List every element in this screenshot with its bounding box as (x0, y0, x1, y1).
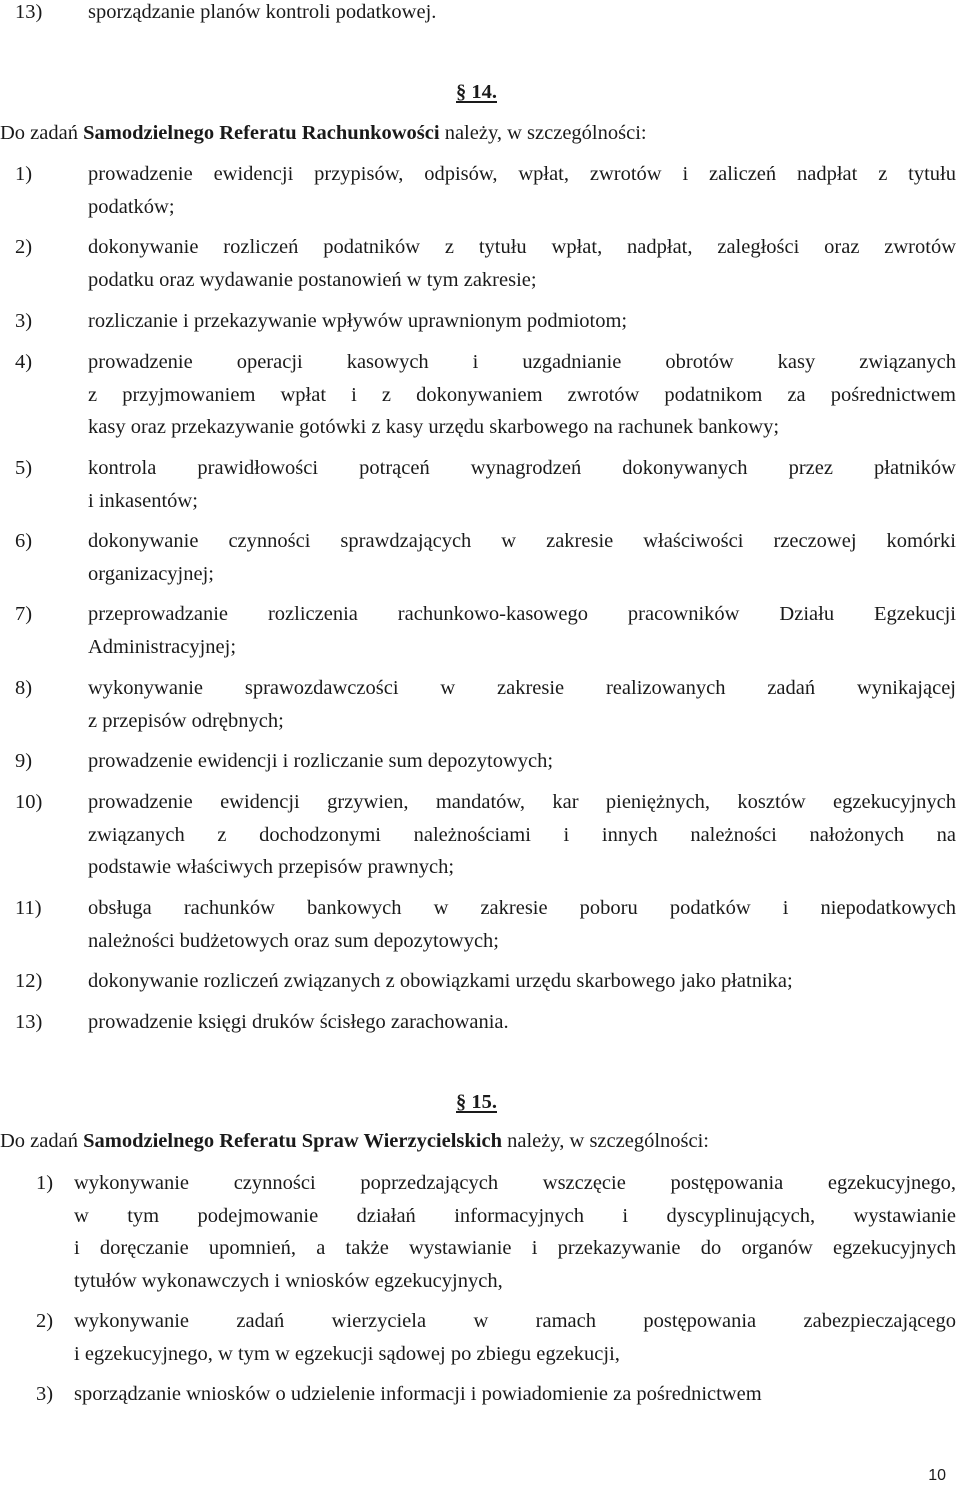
list-item-number: 8) (15, 677, 33, 699)
list-item-number: 2) (36, 1310, 54, 1332)
list-item-line (0, 350, 958, 376)
list-item: 13) sporządzanie planów kontroli podatkowej. (15, 1, 437, 23)
list-item-text: organizacyjnej; (88, 562, 214, 585)
list-item-line (0, 1204, 958, 1230)
page-number: 10 (928, 1467, 946, 1484)
list-item-line (0, 1236, 958, 1262)
list-item-text: wykonywanie sprawozdawczości w zakresie realizowanych zadań wynikającej (88, 677, 956, 699)
list-item-text: prowadzenie księgi druków ścisłego zarachowania. (88, 1011, 509, 1033)
list-item-text: przeprowadzanie rozliczenia rachunkowo-kasowego pracowników Działu Egzekucji (88, 603, 956, 625)
list-item-number: 3) (36, 1383, 54, 1405)
list-item-number: 1) (15, 163, 33, 185)
list-item-text: związanych z dochodzonymi należnościami i innych należności nałożonych na (88, 823, 956, 846)
list-item-text: dokonywanie czynności sprawdzających w zakresie właściwości rzeczowej komórki (88, 530, 956, 552)
list-item-line (0, 1269, 958, 1295)
list-item-number: 4) (15, 351, 33, 373)
list-item-number: 1) (36, 1172, 54, 1194)
list-item-number: 12) (15, 970, 43, 992)
list-item-line (0, 709, 958, 735)
list-item-line (0, 823, 958, 849)
list-item-text: podstawie właściwych przepisów prawnych; (88, 856, 455, 878)
list-item-text: prowadzenie ewidencji przypisów, odpisów, wpłat, zwrotów i zaliczeń nadpłat z tytułu (88, 163, 956, 185)
list-item-text: wykonywanie czynności poprzedzających wszczęcie postępowania egzekucyjnego, (74, 1172, 956, 1194)
list-item-text: i egzekucyjnego, w tym w egzekucji sądowej po zbiegu egzekucji, (74, 1342, 620, 1365)
list-item-text: rozliczanie i przekazywanie wpływów uprawnionym podmiotom; (88, 310, 628, 332)
list-item-text: podatku oraz wydawanie postanowień w tym zakresie; (88, 268, 537, 291)
list-item-text: dokonywanie rozliczeń związanych z obowiązkami urzędu skarbowego jako płatnika; (88, 970, 793, 992)
list-item-text: i inkasentów; (88, 489, 198, 512)
list-item-line (0, 635, 958, 661)
list-item-line (0, 602, 958, 628)
list-item-number: 5) (15, 457, 33, 479)
list-item-line (0, 268, 958, 294)
list-item-line (0, 383, 958, 409)
list-item-number: 10) (15, 791, 43, 813)
list-item-line (0, 456, 958, 482)
list-item-number: 2) (15, 236, 33, 258)
list-item-line (0, 529, 958, 555)
list-item-number: 3) (15, 310, 33, 332)
list-item-text: z przepisów odrębnych; (88, 709, 284, 732)
list-item-line (0, 562, 958, 588)
list-item-line (0, 1382, 958, 1408)
list-item-line (0, 855, 958, 881)
list-item-number: 11) (15, 897, 42, 919)
list-item-line (0, 1342, 958, 1368)
list-item-text: prowadzenie operacji kasowych i uzgadnianie obrotów kasy związanych (88, 351, 956, 373)
list-item-line (0, 235, 958, 261)
list-item-text: w tym podejmowanie działań informacyjnych i dyscyplinujących, wystawianie (74, 1204, 956, 1227)
list-item-line (0, 896, 958, 922)
section-heading-14: § 14. (456, 81, 497, 103)
list-item-line (0, 195, 958, 221)
list-item-text: kasy oraz przekazywanie gotówki z kasy urzędu skarbowego na rachunek bankowy; (88, 416, 780, 438)
list-item-text: prowadzenie ewidencji i rozliczanie sum depozytowych; (88, 750, 554, 772)
list-item-text: obsługa rachunków bankowych w zakresie poboru podatków i niepodatkowych (88, 897, 956, 919)
list-item-line (0, 749, 958, 775)
list-item-line (0, 1010, 958, 1036)
list-item-number: 9) (15, 750, 33, 772)
list-item-line (0, 309, 958, 335)
list-item-line (0, 790, 958, 816)
section-intro-14: Do zadań Samodzielnego Referatu Rachunkowości należy, w szczególności: (0, 122, 647, 144)
list-item-text: kontrola prawidłowości potrąceń wynagrodzeń dokonywanych przez płatników (88, 457, 956, 479)
list-item-text: sporządzanie wniosków o udzielenie informacji i powiadomienie za pośrednictwem (74, 1383, 762, 1405)
list-item-text: prowadzenie ewidencji grzywien, mandatów, kar pieniężnych, kosztów egzekucyjnych (88, 791, 956, 813)
list-item-text: i doręczanie upomnień, a także wystawianie i przekazywanie do organów egzekucyjnych (74, 1237, 956, 1259)
list-item-text: Administracyjnej; (88, 635, 237, 658)
list-item-line (0, 929, 958, 955)
list-item-line (0, 1171, 958, 1197)
list-item-line (0, 1309, 958, 1335)
list-item-line (0, 489, 958, 515)
list-item-number: 7) (15, 603, 33, 625)
list-item-text: podatków; (88, 195, 175, 218)
list-item-text: z przyjmowaniem wpłat i z dokonywaniem zwrotów podatnikom za pośrednictwem (88, 383, 956, 406)
list-item-text: tytułów wykonawczych i wniosków egzekucyjnych, (74, 1269, 503, 1292)
list-item-number: 13) (15, 1011, 43, 1033)
list-item-text: należności budżetowych oraz sum depozytowych; (88, 929, 500, 952)
list-item-line (0, 969, 958, 995)
list-item-line (0, 162, 958, 188)
list-item-number: 6) (15, 530, 33, 552)
section-intro-15: Do zadań Samodzielnego Referatu Spraw Wierzycielskich należy, w szczególności: (0, 1130, 709, 1152)
list-item-text: wykonywanie zadań wierzyciela w ramach postępowania zabezpieczającego (74, 1310, 956, 1332)
list-item-line (0, 676, 958, 702)
list-item-text: dokonywanie rozliczeń podatników z tytułu wpłat, nadpłat, zaległości oraz zwrotów (88, 236, 956, 258)
section-heading-15: § 15. (456, 1091, 497, 1113)
list-item-line (0, 415, 958, 441)
